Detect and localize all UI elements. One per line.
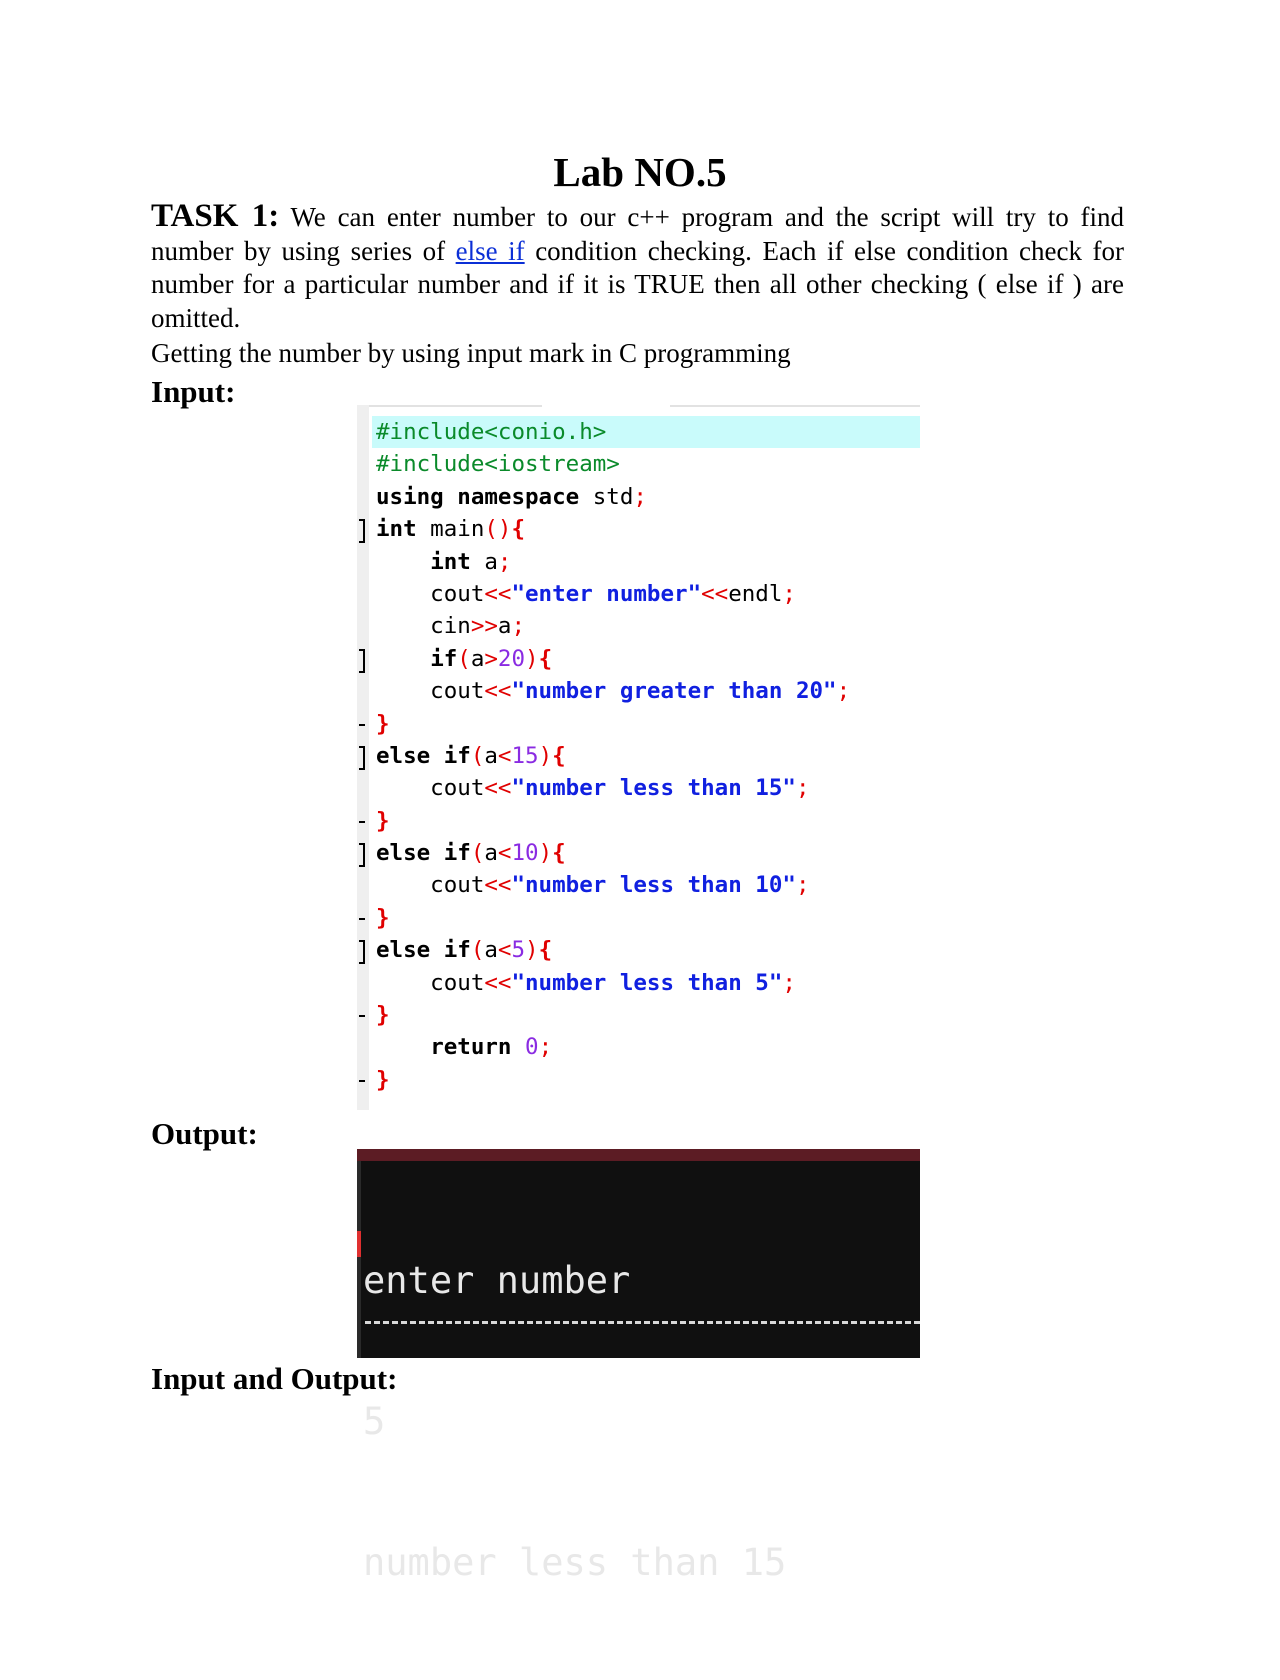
code-lines — [372, 416, 920, 1096]
code-line: return 0; — [430, 1034, 553, 1061]
fold-marker-icon[interactable] — [359, 649, 365, 673]
console-line: number less than 15 — [363, 1541, 787, 1584]
code-line: cout<<"number less than 15"; — [376, 775, 810, 802]
fold-end-marker-icon — [359, 918, 365, 920]
code-line: cout<<"number less than 5"; — [376, 969, 796, 996]
code-line: else if(a<5){ — [376, 937, 553, 964]
console-left-edge — [357, 1161, 361, 1358]
input-output-heading: Input and Output: — [151, 1361, 398, 1396]
task-label: TASK 1: — [151, 198, 280, 234]
fold-end-marker-icon — [359, 1080, 365, 1082]
console-output — [363, 1163, 786, 1680]
code-top-border-left — [357, 405, 542, 407]
code-line: using namespace std; — [376, 483, 647, 510]
input-mark-note: Getting the number by using input mark in C programming — [151, 338, 791, 368]
code-screenshot — [357, 405, 920, 1110]
fold-marker-icon[interactable] — [359, 940, 365, 964]
code-gutter — [357, 405, 369, 1110]
code-line: if(a>20){ — [430, 645, 553, 672]
console-dashed-divider — [365, 1321, 920, 1324]
fold-marker-icon[interactable] — [359, 519, 365, 543]
code-top-border-right — [670, 405, 920, 407]
task-text-before-link: We can enter number to our c++ program and the script will try to find number by using series of — [151, 202, 1124, 266]
code-line: } — [376, 807, 390, 834]
page-title: Lab NO.5 — [553, 149, 727, 195]
output-heading: Output: — [151, 1116, 258, 1151]
console-screenshot — [357, 1149, 920, 1584]
code-line: #include<conio.h> — [372, 416, 920, 448]
task-text-after-link: condition checking. Each if else condition check for number for a particular number and if it is TRUE then all other checking ( else if ) are omitted. — [151, 235, 1124, 333]
code-line: int a; — [430, 548, 512, 575]
console-titlebar — [357, 1149, 920, 1161]
fold-marker-icon[interactable] — [359, 843, 365, 867]
code-line: cout<<"number greater than 20"; — [376, 678, 851, 705]
code-line: } — [376, 904, 390, 931]
code-line: else if(a<10){ — [376, 840, 566, 867]
else-if-link[interactable]: else if — [455, 235, 525, 266]
code-line: cout<<"enter number"<<endl; — [376, 580, 796, 607]
code-line: else if(a<15){ — [376, 742, 566, 769]
console-cursor-mark — [357, 1231, 361, 1257]
code-line: } — [376, 1002, 390, 1029]
code-line: cin>>a; — [376, 613, 526, 640]
code-line: #include<iostream> — [376, 451, 620, 478]
fold-end-marker-icon — [359, 724, 365, 726]
code-line: } — [376, 710, 390, 737]
code-line: int main(){ — [376, 516, 526, 543]
console-line: enter number — [363, 1259, 631, 1302]
fold-end-marker-icon — [359, 821, 365, 823]
fold-marker-icon[interactable] — [359, 746, 365, 770]
code-line: cout<<"number less than 10"; — [376, 872, 810, 899]
input-heading: Input: — [151, 374, 236, 409]
fold-end-marker-icon — [359, 1015, 365, 1017]
task-paragraph — [151, 200, 1124, 335]
code-line: } — [376, 1066, 390, 1093]
console-line: 5 — [363, 1400, 386, 1443]
